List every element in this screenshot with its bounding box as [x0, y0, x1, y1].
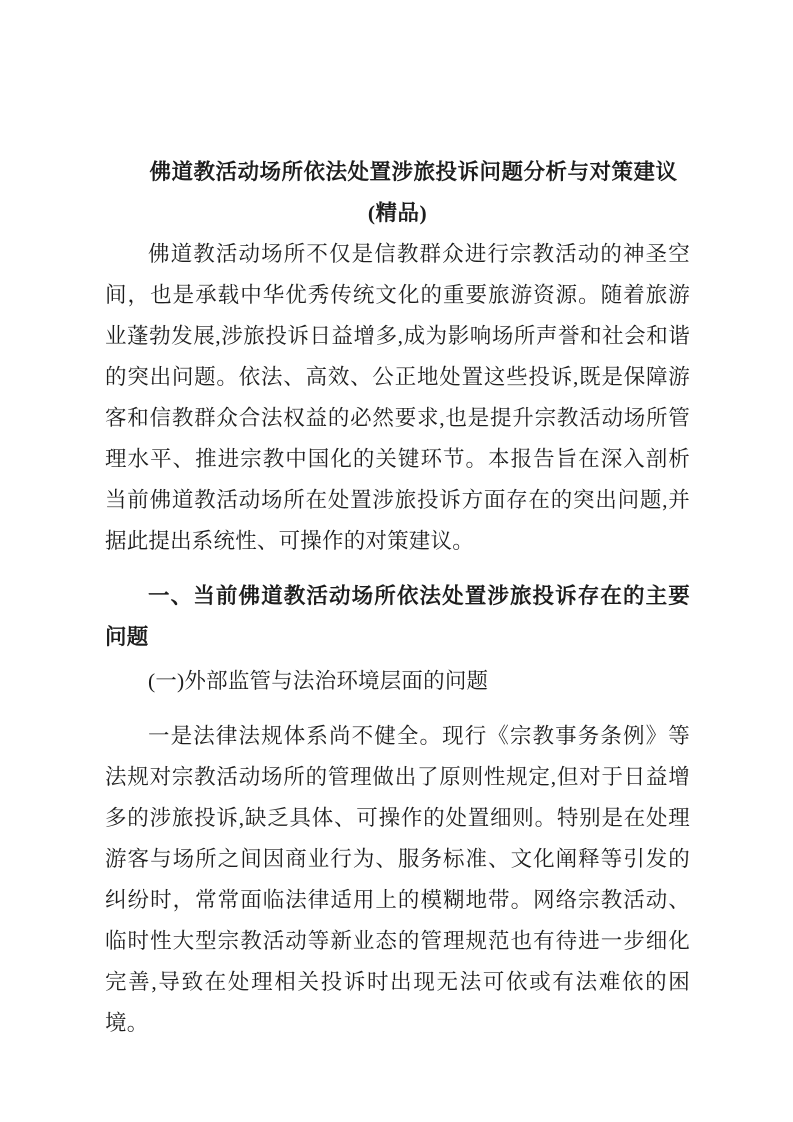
body-paragraph: 一是法律法规体系尚不健全。现行《宗教事务条例》等法规对宗教活动场所的管理做出了原则性规定,但对于日益增多的涉旅投诉,缺乏具体、可操作的处置细则。特别是在处理游客与场所之间因商业行为、服务标准、文化阐释等引发的纠纷时，常常面临法律适用上的模糊地带。网络宗教活动、临时性大型宗教活动等新业态的管理规范也有待进一步细化完善,导致在处理相关投诉时出现无法可依或有法难依的困境。	[105, 724, 690, 1035]
document-body	[105, 234, 690, 1044]
body-paragraph: 佛道教活动场所不仅是信教群众进行宗教活动的神圣空间，也是承载中华优秀传统文化的重要旅游资源。随着旅游业蓬勃发展,涉旅投诉日益增多,成为影响场所声誉和社会和谐的突出问题。依法、高效、公正地处置这些投诉,既是保障游客和信教群众合法权益的必然要求,也是提升宗教活动场所管理水平、推进宗教中国化的关键环节。本报告旨在深入剖析当前佛道教活动场所在处置涉旅投诉方面存在的突出问题,并据此提出系统性、可操作的对策建议。	[105, 242, 690, 553]
document-title	[105, 152, 690, 234]
document-title-line2: (精品)	[367, 201, 428, 225]
document-title-line1: 佛道教活动场所依法处置涉旅投诉问题分析与对策建议	[149, 160, 678, 184]
sub-heading: (一)外部监管与法治环境层面的问题	[148, 669, 489, 693]
section-heading: 一、当前佛道教活动场所依法处置涉旅投诉存在的主要问题	[105, 584, 690, 649]
